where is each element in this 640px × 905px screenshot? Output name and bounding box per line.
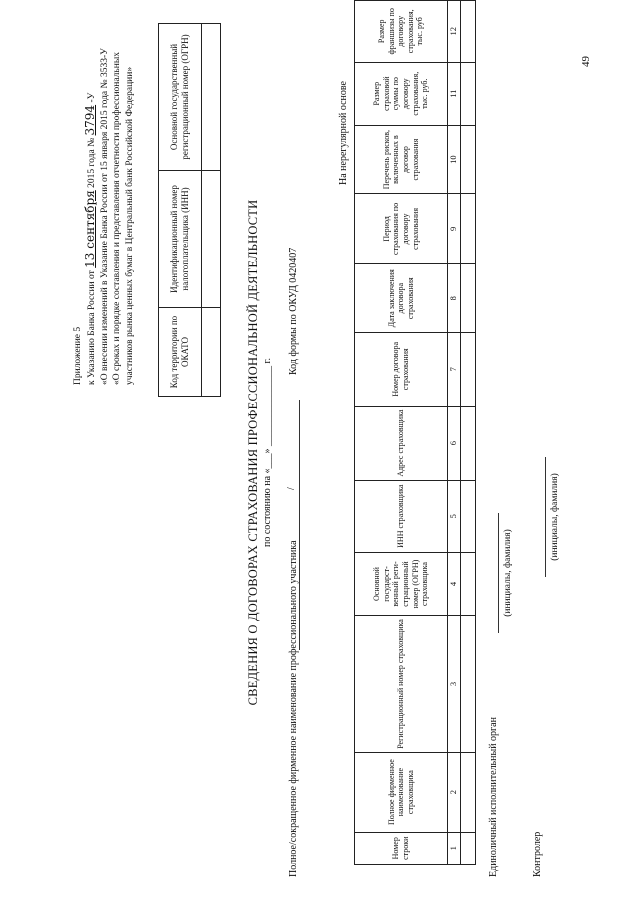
main-header-row <box>355 1 448 865</box>
col-header-insurer-address: Адрес страховщика <box>355 406 448 480</box>
table-cell <box>461 62 476 125</box>
main-empty-row <box>461 1 476 865</box>
appendix-line-3: «О сроках и порядке составления и представления отчетности профессиональных <box>112 52 123 385</box>
inn-header: Идентификационный номер налогоплательщика (ИНН) <box>159 171 202 308</box>
table-cell <box>461 194 476 264</box>
appendix-date: 13 сентября <box>83 190 98 268</box>
table-cell <box>461 832 476 864</box>
appendix-line-4: участников рынка ценных бумаг в Центральный банк Российской Федерации» <box>124 66 135 385</box>
col-header-deductible: Размер франшизы по договору страхования, тыс. руб <box>355 1 448 63</box>
participant-name-label: Полное/сокращенное фирменное наименование профессионального участника <box>288 540 299 877</box>
col-number: 3 <box>448 616 461 752</box>
table-cell <box>461 1 476 63</box>
controller-signature-line <box>545 457 546 577</box>
executive-signature-label: Единоличный исполнительный орган <box>488 717 499 877</box>
col-number: 9 <box>448 194 461 264</box>
col-number: 7 <box>448 332 461 406</box>
table-cell <box>461 332 476 406</box>
table-cell <box>461 552 476 615</box>
participant-name-line <box>299 400 300 650</box>
col-header-insurer-ogrn: Основной государст-венный реги-страционный номер (ОГРН) страховщика <box>355 552 448 615</box>
col-header-insurer-inn: ИНН страховщика <box>355 480 448 552</box>
ogrn-value <box>202 24 221 171</box>
col-number: 6 <box>448 406 461 480</box>
appendix-line-1-prefix: к Указанию Банка России от <box>87 267 98 385</box>
col-number: 11 <box>448 62 461 125</box>
codes-table <box>158 23 221 397</box>
col-number: 1 <box>448 832 461 864</box>
col-number: 4 <box>448 552 461 615</box>
table-cell <box>461 406 476 480</box>
col-header-contract-number: Номер договора страхования <box>355 332 448 406</box>
col-header-insurer-name: Полное фирменное наименование страховщика <box>355 752 448 832</box>
codes-value-row <box>202 24 221 397</box>
controller-signature-caption: (инициалы, фамилия) <box>550 473 560 561</box>
form-as-of-date: по состоянию на «___» ________________ г. <box>262 357 273 548</box>
periodicity-label: На нерегулярной основе <box>338 81 349 185</box>
okato-header: Код территории по ОКАТО <box>159 308 202 397</box>
table-cell <box>461 125 476 194</box>
appendix-line-1 <box>84 0 98 385</box>
col-number: 8 <box>448 264 461 332</box>
col-number: 12 <box>448 1 461 63</box>
okud-code: Код формы по ОКУД 0420407 <box>288 247 299 375</box>
col-number: 5 <box>448 480 461 552</box>
col-header-contract-date: Дата заключения договора страхования <box>355 264 448 332</box>
controller-signature-label: Контролер <box>532 831 543 877</box>
participant-name-slash: / <box>286 487 297 490</box>
table-cell <box>461 752 476 832</box>
col-header-registration-number: Регистрационный номер страховщика <box>355 616 448 752</box>
okato-value <box>202 308 221 397</box>
insurance-contracts-table <box>354 0 476 865</box>
appendix-title: Приложение 5 <box>73 326 83 385</box>
page-number: 49 <box>580 56 592 67</box>
table-cell <box>461 264 476 332</box>
col-number: 2 <box>448 752 461 832</box>
codes-header-row <box>159 24 202 397</box>
inn-value <box>202 171 221 308</box>
col-header-sum-insured: Размер страховой суммы по договору страхования, тыс. руб. <box>355 62 448 125</box>
col-header-row-number: Номер строки <box>355 832 448 864</box>
col-number: 10 <box>448 125 461 194</box>
table-cell <box>461 616 476 752</box>
appendix-block <box>72 0 136 385</box>
form-title: СВЕДЕНИЯ О ДОГОВОРАХ СТРАХОВАНИЯ ПРОФЕССИОНАЛЬНОЙ ДЕЯТЕЛЬНОСТИ <box>246 199 260 706</box>
ogrn-header: Основной государственный регистрационный номер (ОГРН) <box>159 24 202 171</box>
appendix-number: 3794 <box>83 104 98 136</box>
appendix-line-1-suffix: -У <box>87 92 98 105</box>
executive-signature-caption: (инициалы, фамилия) <box>503 529 513 617</box>
executive-signature-line <box>498 513 499 633</box>
table-cell <box>461 480 476 552</box>
appendix-line-2: «О внесении изменений в Указание Банка России от 15 января 2015 года № 3533-У <box>99 48 110 385</box>
appendix-line-1-mid: 2015 года № <box>87 135 98 191</box>
col-header-insurance-period: Период страхования по договору страхования <box>355 194 448 264</box>
col-header-risk-list: Перечень рисков, включенных в договор страхования <box>355 125 448 194</box>
main-number-row <box>448 1 461 865</box>
